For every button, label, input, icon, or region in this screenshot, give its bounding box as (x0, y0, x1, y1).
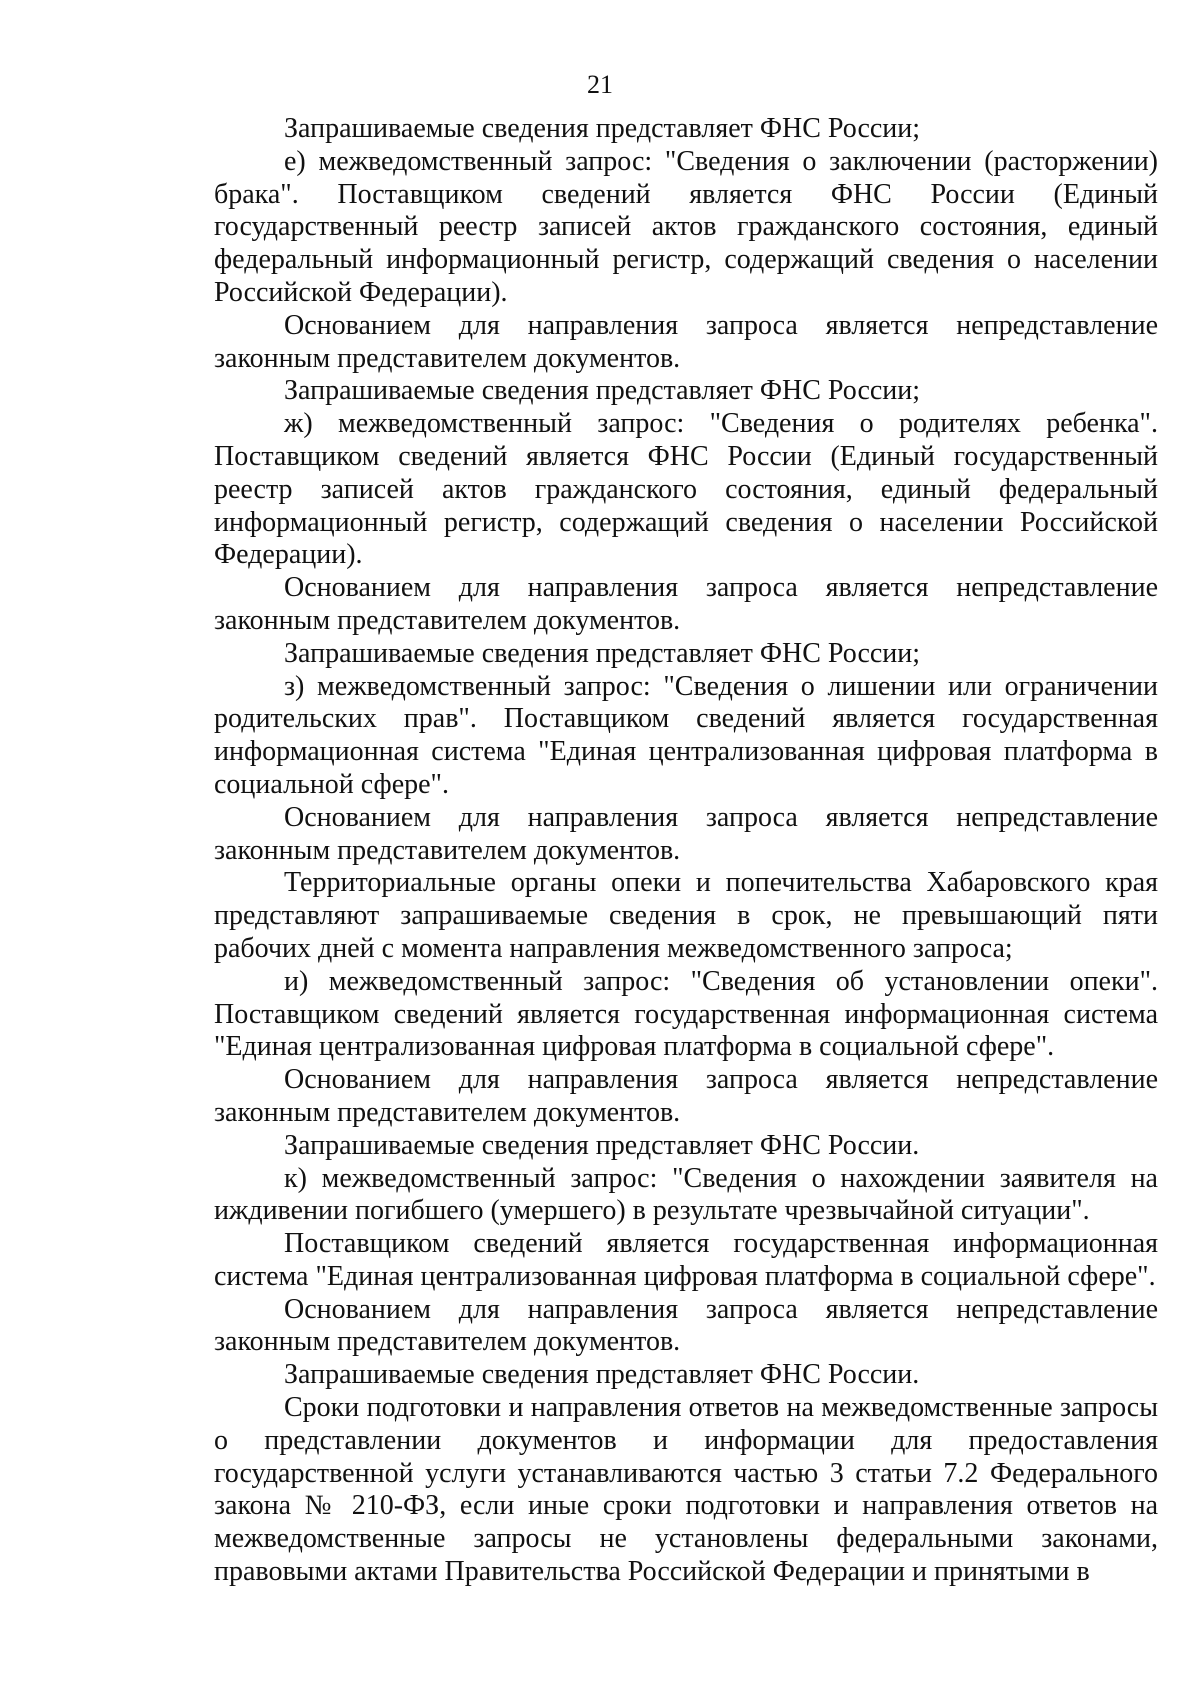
paragraph-fns-provides-5: Запрашиваемые сведения представляет ФНС России. (284, 1359, 920, 1391)
paragraph-request-z-parental-rights: з) межведомственный запрос: "Сведения о лишении или ограничении родительских прав". Поставщиком сведений является государственная информационная система "Единая централизованная цифровая платформа в социальной сфере". (214, 670, 1158, 800)
paragraph-basis-5: Основанием для направления запроса является непредставление законным представителем документов. (214, 1293, 1158, 1358)
document-body (214, 113, 1158, 1589)
page-number: 21 (587, 70, 613, 99)
paragraph-fns-provides-2: Запрашиваемые сведения представляет ФНС России; (284, 375, 921, 407)
paragraph-guardianship-authorities: Территориальные органы опеки и попечительства Хабаровского края представляют запрашиваемые сведения в срок, не превышающий пяти рабочих дней с момента направления межведомственного запроса; (214, 867, 1158, 964)
paragraph-request-zh-parents: ж) межведомственный запрос: "Сведения о родителях ребенка". Поставщиком сведений является ФНС России (Единый государственный реестр записей актов гражданского состояния, единый федеральный информационный регистр, содержащий сведения о населении Российской Федерации). (214, 408, 1158, 571)
paragraph-provider-platform: Поставщиком сведений является государственная информационная система "Единая централизованная цифровая платформа в социальной сфере". (214, 1228, 1158, 1292)
paragraph-fns-provides-3: Запрашиваемые сведения представляет ФНС России; (284, 637, 921, 669)
paragraph-fns-provides-4: Запрашиваемые сведения представляет ФНС России. (284, 1129, 920, 1161)
paragraph-basis-4: Основанием для направления запроса является непредставление законным представителем документов. (214, 1064, 1158, 1128)
paragraph-request-i-guardianship: и) межведомственный запрос: "Сведения об установлении опеки". Поставщиком сведений является государственная информационная система "Единая централизованная цифровая платформа в социальной сфере". (214, 965, 1158, 1063)
paragraph-fns-provides-1: Запрашиваемые сведения представляет ФНС России; (284, 113, 921, 144)
paragraph-basis-3: Основанием для направления запроса является непредставление законным представителем документов. (214, 801, 1158, 866)
paragraph-request-e-marriage: е) межведомственный запрос: "Сведения о заключении (расторжении) брака". Поставщиком сведений является ФНС России (Единый государственный реестр записей актов гражданского состояния, единый федеральный информационный регистр, содержащий сведения о населении Российской Федерации). (214, 145, 1158, 308)
paragraph-request-k-dependency: к) межведомственный запрос: "Сведения о нахождении заявителя на иждивении погибшего (умершего) в результате чрезвычайной ситуации". (214, 1162, 1158, 1227)
paragraph-basis-2: Основанием для направления запроса является непредставление законным представителем документов. (214, 572, 1158, 636)
paragraph-basis-1: Основанием для направления запроса является непредставление законным представителем документов. (214, 309, 1158, 374)
paragraph-response-deadlines: Сроки подготовки и направления ответов на межведомственные запросы о представлении документов и информации для предоставления государственной услуги устанавливаются частью 3 статьи 7.2 Федерального закона № 210-ФЗ, если иные сроки подготовки и направления ответов на межведомственные запросы не установлены федеральными законами, правовыми актами Правительства Российской Федерации и принятыми в (214, 1392, 1158, 1588)
